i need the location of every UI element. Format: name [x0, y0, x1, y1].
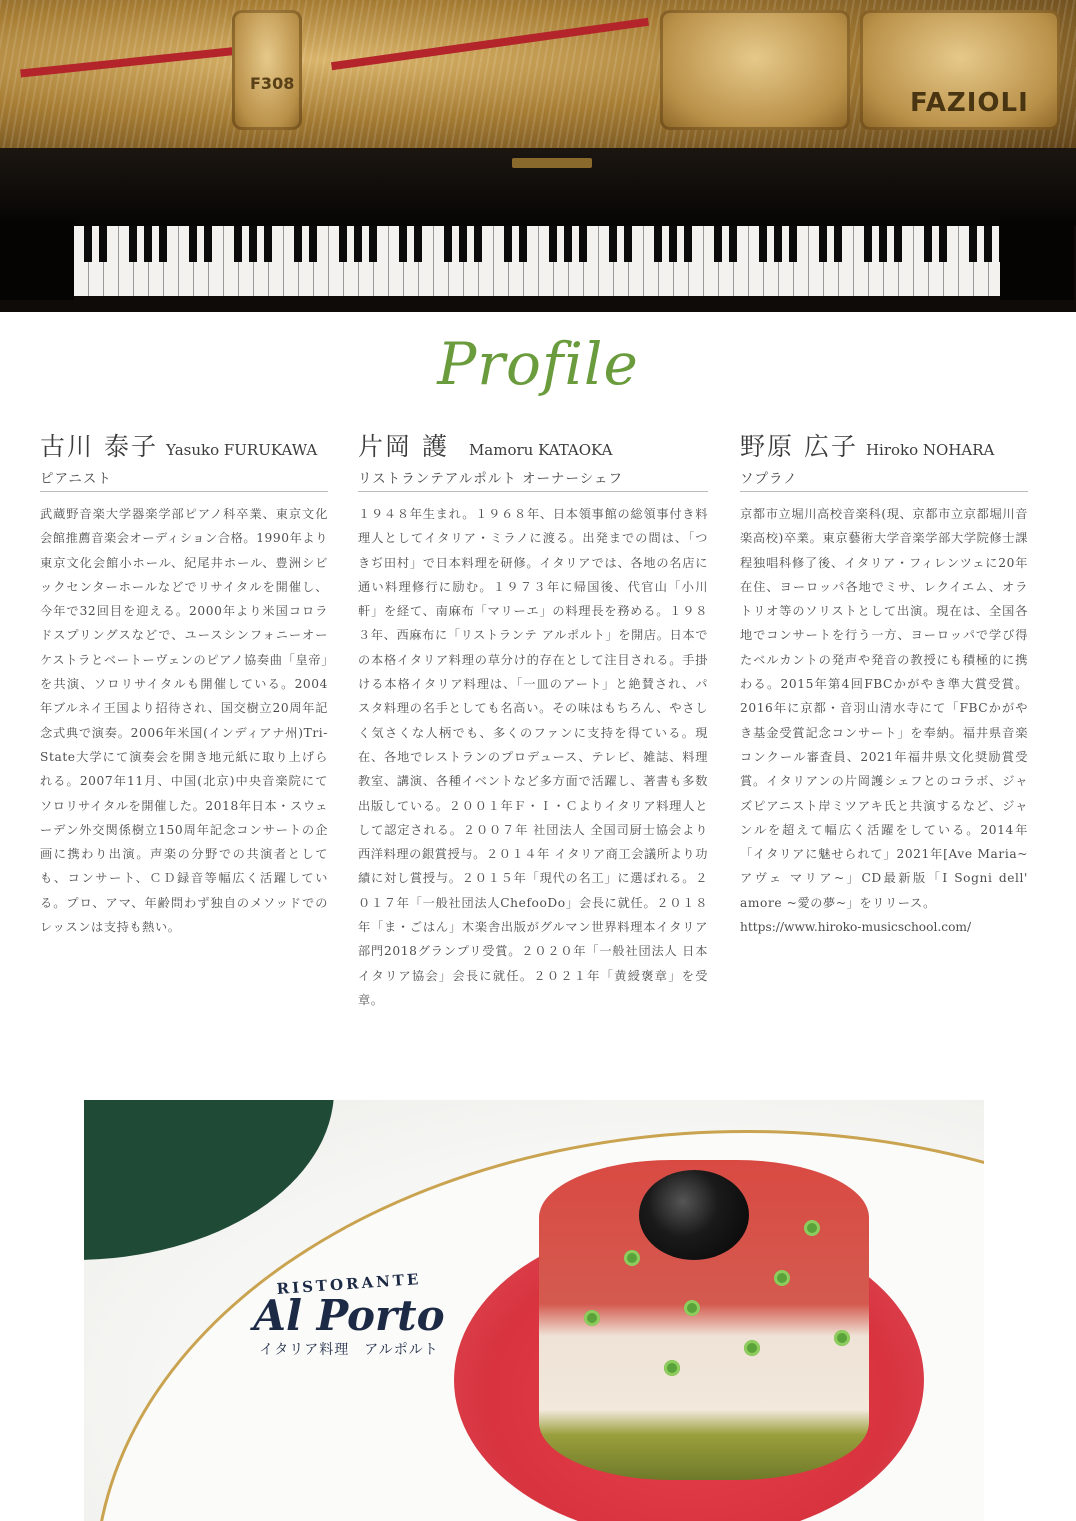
scallion-garnish — [804, 1220, 820, 1236]
scallion-garnish — [584, 1310, 600, 1326]
profile-name — [40, 430, 328, 467]
piano-felt — [20, 47, 240, 78]
piano-plate-panel — [232, 10, 302, 130]
name-english: Mamoru KATAOKA — [468, 441, 613, 459]
name-japanese: 古川 泰子 — [40, 432, 158, 461]
profile-bio: 京都市立堀川高校音楽科(現、京都市立京都堀川音楽高校)卒業。東京藝術大学音楽学部大学院修士課程独唱科修了後、イタリア・フィレンツェに20年在住、ヨーロッパ各地でミサ、レクイエム、オラトリオ等のソリストとして出演。現在は、全国各地でコンサートを行う一方、ヨーロッパで学び得たベルカントの発声や発音の教授にも積極的に携わる。2015年第4回FBCかがやき準大賞受賞。2016年に京都・音羽山清水寺にて「FBCかがやき基金受賞記念コンサート」を奉納。福井県音楽コンクール審査員、2021年福井県文化奨励賞受賞。イタリアンの片岡護シェフとのコラボ、ジャズピアニスト岸ミツアキ氏と共演するなど、ジャンルを超えて幅広く活躍をしている。2014年「イタリアに魅せられて」2021年[Ave Maria~アヴェ マリア~」CD最新版「I Sogni dell' amore ~愛の夢~」をリリース。 — [740, 507, 1028, 910]
scallion-garnish — [744, 1340, 760, 1356]
piano-keyboard — [74, 226, 1000, 296]
profile-name — [358, 430, 708, 467]
piano-brand-label: FAZIOLI — [910, 88, 1029, 118]
scallion-garnish — [834, 1330, 850, 1346]
name-english: Yasuko FURUKAWA — [165, 441, 318, 459]
caviar-topping — [639, 1170, 749, 1260]
name-japanese: 片岡 護 — [358, 432, 449, 461]
piano-black-keys — [74, 226, 1000, 262]
piano-plate-panel — [660, 10, 850, 130]
piano-felt — [331, 18, 649, 70]
scallion-garnish — [624, 1250, 640, 1266]
logo-name: Al Porto — [253, 1291, 445, 1340]
profile-kataoka — [358, 430, 708, 1012]
piano-cheek-left — [0, 220, 74, 300]
green-tablecloth — [84, 1100, 334, 1260]
profile-bio: 武蔵野音楽大学器楽学部ピアノ科卒業、東京文化会館推薦音楽会オーディション合格。1990年より東京文化会館小ホール、紀尾井ホール、豊洲シビックセンターホールなどでリサイタルを開催し、今年で32回目を迎える。2000年より米国コロラドスプリングスなどで、ユースシンフォニーオーケストラとベートーヴェンのピアノ協奏曲「皇帝」を共演、ソロリサイタルも開催している。2004年ブルネイ王国より招待され、国交樹立20周年記念式典で演奏。2006年米国(インディアナ州)Tri-State大学にて演奏会を開き地元紙に取り上げられる。2007年11月、中国(北京)中央音楽院にてソロリサイタルを開催した。2018年日本・スウェーデン外交関係樹立150周年記念コンサートの企画に携わり出演。声楽の分野での共演者としても、コンサート、ＣＤ録音等幅広く活躍している。プロ、アマ、年齢問わず独自のメソッドでのレッスンは支持も熱い。 — [40, 507, 328, 935]
profile-title: Profile — [437, 330, 639, 398]
logo-subtitle: イタリア料理 アルポルト — [259, 1342, 439, 1358]
piano-cheek-right — [1000, 220, 1074, 300]
piano-lock — [512, 158, 592, 168]
profile-role: ピアニスト — [40, 467, 328, 492]
profile-website-link[interactable]: https://www.hiroko-musicschool.com/ — [740, 920, 972, 935]
dish-photo — [84, 1100, 984, 1521]
profile-role: ソプラノ — [740, 467, 1028, 492]
profile-bio: １９４８年生まれ。１９６８年、日本領事館の総領事付き料理人としてイタリア・ミラノに渡る。出発までの間は、「つきぢ田村」で日本料理を研修。イタリアでは、各地の名店に通い料理修行に励む。１９７３年に帰国後、代官山「小川軒」を経て、南麻布「マリーエ」の料理長を務める。１９８３年、西麻布に「リストランテ アルポルト」を開店。日本での本格イタリア料理の草分け的存在として注目される。手掛ける本格イタリア料理は、「一皿のアート」と絶賛され、パスタ料理の名手としても名高い。その味はもちろん、やさしく気さくな人柄でも、多くのファンに支持を得ている。現在、各地でレストランのプロデュース、テレビ、雑誌、料理教室、講演、各種イベントなど多方面で活躍し、著書も多数出版している。２００１年Ｆ・Ｉ・Ｃよりイタリア料理人として認定される。２００７年 社団法人 全国司厨士協会より西洋料理の銀賞授与。２０１４年 イタリア商工会議所より功績に対し賞授与。２０１５年「現代の名工」に選ばれる。２０１７年「一般社団法人ChefooDo」会長に就任。２０１８年「ま・ごはん」木楽舎出版がグルマン世界料理本イタリア部門2018グランプリ受賞。２０２０年「一般社団法人 日本イタリア協会」会長に就任。２０２１年「黄綬褒章」を受章。 — [358, 507, 708, 1007]
restaurant-logo — [234, 1269, 464, 1385]
profile-role: リストランテアルポルト オーナーシェフ — [358, 467, 708, 492]
scallion-garnish — [664, 1360, 680, 1376]
scallion-garnish — [774, 1270, 790, 1286]
profile-furukawa — [40, 430, 328, 939]
piano-harp — [0, 0, 1076, 150]
name-english: Hiroko NOHARA — [865, 441, 995, 459]
profile-nohara — [740, 430, 1028, 939]
piano-model-label: F308 — [250, 74, 295, 93]
scallion-garnish — [684, 1300, 700, 1316]
name-japanese: 野原 広子 — [740, 432, 858, 461]
profile-name — [740, 430, 1028, 467]
piano-header-image — [0, 0, 1076, 312]
logo-ristorante: RISTORANTE — [276, 1269, 422, 1299]
